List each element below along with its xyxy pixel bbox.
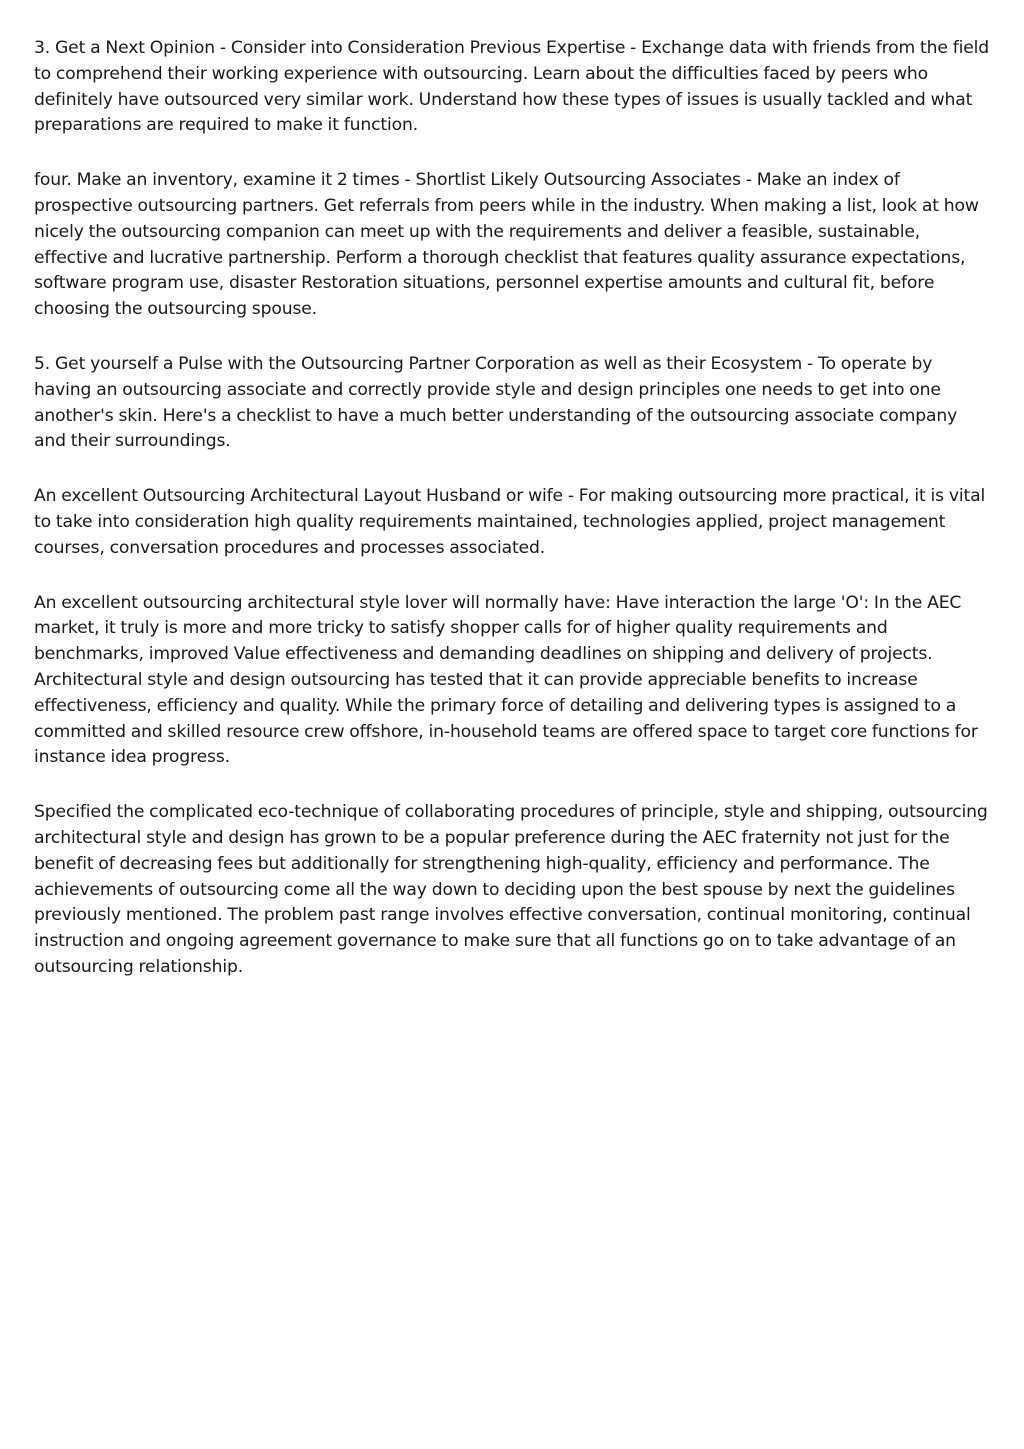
paragraph-partner-pulse: 5. Get yourself a Pulse with the Outsourcing Partner Corporation as well as their Ecosystem - To operate by having an outsourcing associate and correctly provide style and design principles one needs to get into one another's skin. Here's a checklist to have a much better understanding of the outsourcing associate company and their surroundings. (34, 353, 958, 452)
paragraph-shortlist-partners: four. Make an inventory, examine it 2 times - Shortlist Likely Outsourcing Associates - Make an index of prospective outsourcing partners. Get referrals from peers while in the industry. When making a list, look at how nicely the outsourcing companion can meet up with the requirements and deliver a feasible, sustainable, effective and lucrative partnership. Perform a thorough checklist that features quality assurance expectations, software program use, disaster Restoration situations, personnel expertise amounts and cultural fit, before choosing the outsourcing spouse. (34, 170, 979, 320)
paragraph-layout-partner: An excellent Outsourcing Architectural Layout Husband or wife - For making outsourcing more practical, it is vital to take into consideration high quality requirements maintained, technologies applied, project management courses, conversation procedures and processes associated. (34, 486, 986, 558)
paragraph-second-opinion: 3. Get a Next Opinion - Consider into Consideration Previous Expertise - Exchange data with friends from the field to comprehend their working experience with outsourcing. Learn about the difficulties faced by peers who definitely have outsourced very similar work. Understand how these types of issues is usually tackled and what preparations are required to make it function. (34, 38, 990, 136)
paragraph-partner-qualities: An excellent outsourcing architectural style lover will normally have: Have interaction the large 'O': In the AEC market, it truly is more and more tricky to satisfy shopper calls for of higher quality requirements and benchmarks, improved Value effectiveness and demanding deadlines on shipping and delivery of projects. Architectural style and design outsourcing has tested that it can provide appreciable benefits to increase effectiveness, efficiency and quality. While the primary force of detailing and delivering types is assigned to a committed and skilled resource crew offshore, in-household teams are offered space to target core functions for instance idea progress. (34, 592, 978, 768)
document-body (34, 36, 992, 1010)
paragraph-conclusion: Specified the complicated eco-technique of collaborating procedures of principle, style and shipping, outsourcing architectural style and design has grown to be a popular preference during the AEC fraternity not just for the benefit of decreasing fees but additionally for strengthening high-quality, efficiency and performance. The achievements of outsourcing come all the way down to deciding upon the best spouse by next the guidelines previously mentioned. The problem past range involves effective conversation, continual monitoring, continual instruction and ongoing agreement governance to make sure that all functions go on to take advantage of an outsourcing relationship. (34, 802, 988, 977)
